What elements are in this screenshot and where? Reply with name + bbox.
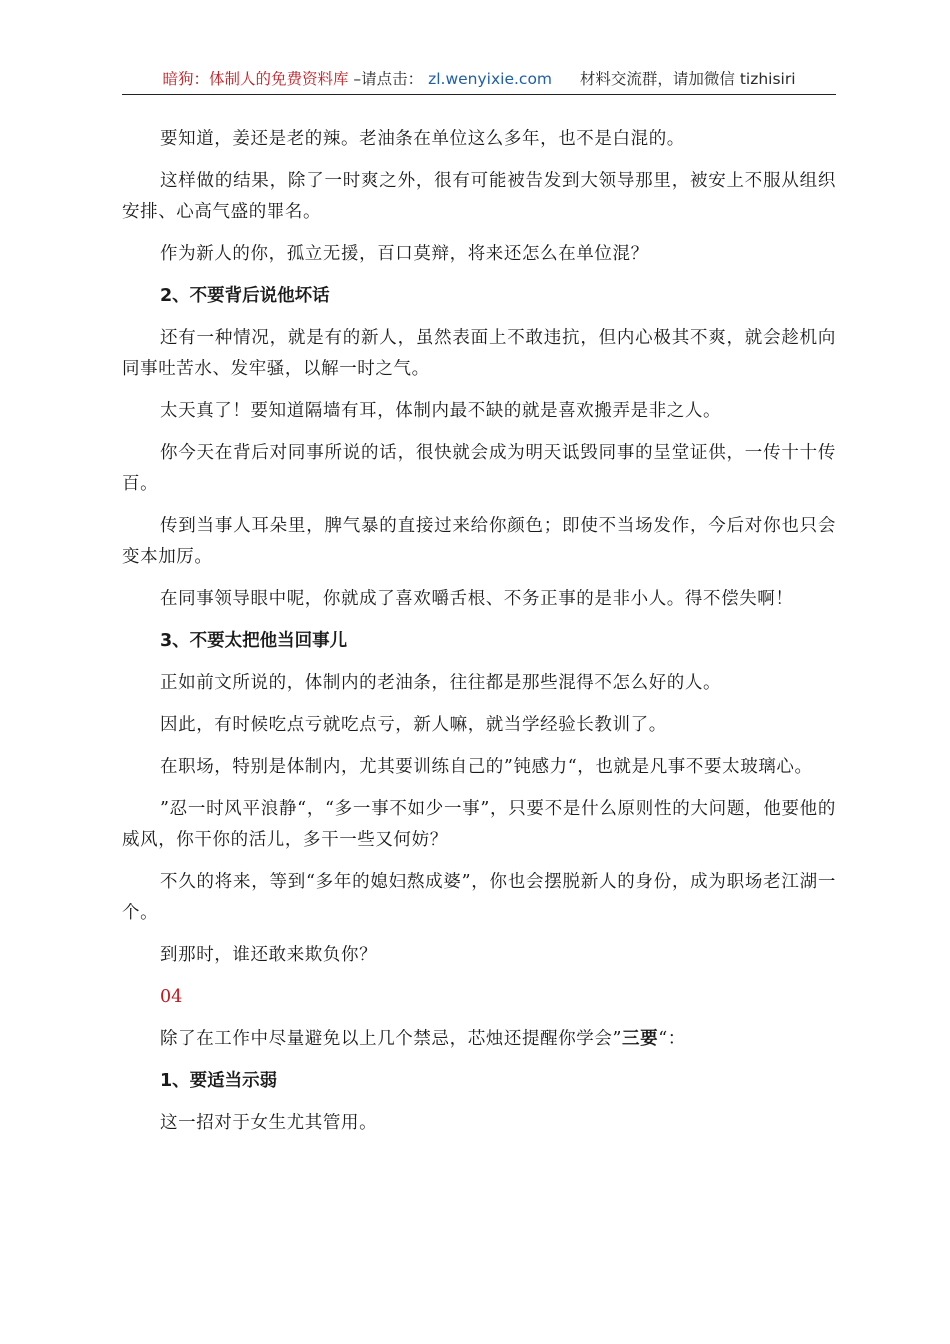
paragraph: 太天真了！要知道隔墙有耳，体制内最不缺的就是喜欢搬弄是非之人。 bbox=[160, 401, 722, 421]
page-header bbox=[122, 64, 836, 95]
paragraph: 传到当事人耳朵里，脾气暴的直接过来给你颜色；即使不当场发作，今后对你也只会变本加厉。 bbox=[122, 516, 836, 567]
header-click-prefix: –请点击： bbox=[353, 70, 424, 88]
paragraph: 你今天在背后对同事所说的话，很快就会成为明天诋毁同事的呈堂证供，一传十十传百。 bbox=[122, 443, 836, 494]
paragraph: 作为新人的你，孤立无援，百口莫辩，将来还怎么在单位混？ bbox=[160, 244, 649, 264]
header-url-link[interactable]: zl.wenyixie.com bbox=[428, 70, 553, 88]
paragraph: 还有一种情况，就是有的新人，虽然表面上不敢违抗，但内心极其不爽，就会趁机向同事吐苦水、发牢骚，以解一时之气。 bbox=[122, 328, 836, 379]
paragraph-text: 除了在工作中尽量避免以上几个禁忌，芯烛还提醒你学会” bbox=[160, 1029, 623, 1049]
section-heading: 3、不要太把他当回事儿 bbox=[160, 631, 348, 651]
section-heading: 1、要适当示弱 bbox=[160, 1071, 278, 1091]
paragraph: 这一招对于女生尤其管用。 bbox=[160, 1113, 378, 1133]
header-wechat-text: 材料交流群，请加微信 tizhisiri bbox=[579, 70, 796, 88]
header-brand: 暗狗：体制人的免费资料库 bbox=[162, 70, 349, 88]
paragraph bbox=[122, 1024, 836, 1055]
section-heading: 2、不要背后说他坏话 bbox=[160, 286, 330, 306]
paragraph: 正如前文所说的，体制内的老油条，往往都是那些混得不怎么好的人。 bbox=[160, 673, 722, 693]
paragraph: 这样做的结果，除了一时爽之外，很有可能被告发到大领导那里，被安上不服从组织安排、心高气盛的罪名。 bbox=[122, 171, 836, 222]
paragraph: ”忍一时风平浪静“，“多一事不如少一事”，只要不是什么原则性的大问题，他要他的威风，你干你的活儿，多干一些又何妨？ bbox=[122, 799, 836, 850]
paragraph: 在职场，特别是体制内，尤其要训练自己的”钝感力“，也就是凡事不要太玻璃心。 bbox=[160, 757, 813, 777]
paragraph: 在同事领导眼中呢，你就成了喜欢嚼舌根、不务正事的是非小人。得不偿失啊！ bbox=[160, 589, 794, 609]
paragraph: 到那时，谁还敢来欺负你？ bbox=[160, 945, 378, 965]
document-body bbox=[122, 124, 836, 1150]
paragraph: 因此，有时候吃点亏就吃点亏，新人嘛，就当学经验长教训了。 bbox=[160, 715, 667, 735]
paragraph-text: “： bbox=[658, 1029, 686, 1049]
paragraph: 要知道，姜还是老的辣。老油条在单位这么多年，也不是白混的。 bbox=[160, 129, 685, 149]
section-number: 04 bbox=[160, 987, 183, 1007]
paragraph: 不久的将来，等到“多年的媳妇熬成婆”，你也会摆脱新人的身份，成为职场老江湖一个。 bbox=[122, 872, 836, 923]
emphasis-text: 三要 bbox=[622, 1029, 659, 1049]
